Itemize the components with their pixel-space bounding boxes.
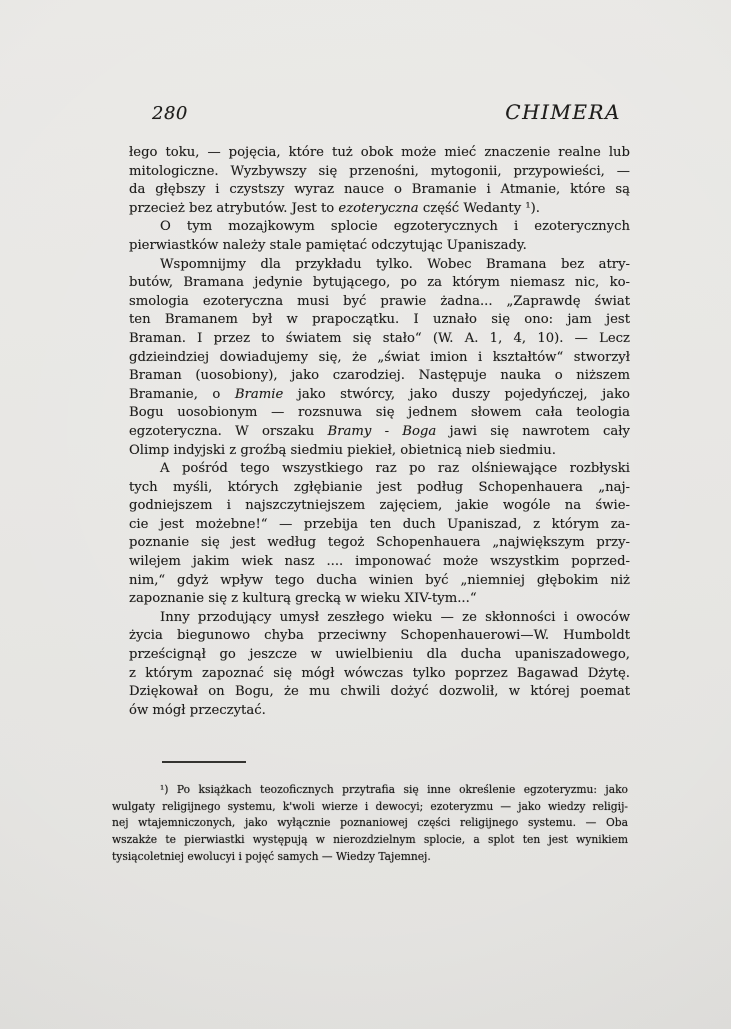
text-line: godniejszem i najszczytniejszem zajęciem, jakie wogóle na świe- (129, 498, 630, 514)
text-line: butów, Bramana jedynie bytującego, po za którym niemasz nic, ko- (129, 275, 630, 291)
text-line: tysiącoletniej ewolucyi i pojęć samych — Wiedzy Tajemnej. (112, 849, 431, 863)
text-line: zapoznanie się z kulturą grecką w wieku XIV-tym...“ (129, 591, 477, 607)
text-line: O tym mozajkowym splocie egzoterycznych i ezoterycznych (160, 219, 630, 235)
paragraph (129, 460, 630, 609)
text-line: ów mógł przeczytać. (129, 702, 266, 718)
footnote (112, 782, 628, 865)
text-line: łego toku, — pojęcia, które tuż obok może mieć znaczenie realne lub (129, 145, 630, 160)
text-line: życia biegunowo chyba przeciwny Schopenhauerowi—W. Humboldt (129, 628, 630, 644)
text-line: gdzieindziej dowiadujemy się, że „świat imion i kształtów“ stworzył (129, 349, 630, 365)
text-line: Braman (uosobiony), jako czarodziej. Następuje nauka o niższem (129, 368, 630, 384)
text-line: egzoteryczna. W orszaku Bramy - Boga jawi się nawrotem cały (129, 423, 630, 439)
text-line: smologia ezoteryczna musi być prawie żadna... „Zaprawdę świat (129, 293, 630, 309)
text-line: wilejem jakim wiek nasz .... imponować może wszystkim poprzed- (129, 554, 630, 570)
text-line: Bogu uosobionym — rozsnuwa się jednem słowem cała teologia (129, 405, 630, 421)
paragraph (129, 218, 630, 255)
text-line: Bramanie, o Bramie jako stwórcy, jako duszy pojedyńczej, jako (129, 386, 630, 402)
page-number: 280 (152, 103, 188, 124)
text-line: Olimp indyjski z groźbą siedmiu piekieł, obietnicą nieb siedmiu. (129, 442, 556, 458)
text-line: nim,“ gdyż wpływ tego ducha winien być „niemniej głębokim niż (129, 572, 630, 588)
text-line: ten Bramanem był w prapoczątku. I uznało się ono: jam jest (129, 312, 630, 328)
text-line: Inny przodujący umysł zeszłego wieku — ze skłonności i owoców (160, 609, 630, 625)
text-line: nej wtajemniczonych, jako wyłącznie poznaniowej części religijnego systemu. — Oba (112, 816, 628, 830)
text-line: z którym zapoznać się mógł wówczas tylko poprzez Bagawad Dżytę. (129, 665, 630, 681)
paragraph (129, 144, 630, 218)
text-line: pierwiastków należy stale pamiętać odczytując Upaniszady. (129, 237, 527, 253)
text-line: tych myśli, których zgłębianie jest podług Schopenhauera „naj- (129, 479, 630, 495)
text-line: przecież bez atrybutów. Jest to ezoteryczna część Wedanty ¹). (129, 200, 540, 216)
paragraph (129, 256, 630, 461)
text-line: wulgaty religijnego systemu, k'woli wierze i dewocyi; ezoteryzmu — jako wiedzy religij- (112, 799, 628, 813)
text-line: poznanie się jest według tegoż Schopenhauera „największym przy- (129, 535, 630, 551)
text-line: cie jest możebne!“ — przebija ten duch Upaniszad, z którym za- (129, 516, 630, 532)
text-line: mitologiczne. Wyzbywszy się przenośni, mytogonii, przypowieści, — (129, 163, 630, 179)
body-text (129, 144, 630, 720)
text-line: ¹) Po książkach teozoficznych przytrafia się inne określenie egzoteryzmu: jako (160, 783, 628, 796)
text-line: Dziękował on Bogu, że mu chwili dożyć dozwolił, w której poemat (129, 684, 630, 700)
text-line: da głębszy i czystszy wyraz nauce o Bramanie i Atmanie, które są (129, 182, 630, 198)
text-line: wszakże te pierwiastki występują w nierozdzielnym splocie, a splot ten jest wynikiem (112, 833, 628, 847)
text-line: prześcignął go jeszcze w uwielbieniu dla ducha upaniszadowego, (129, 647, 630, 663)
journal-title: CHIMERA (505, 100, 621, 124)
text-line: A pośród tego wszystkiego raz po raz olśniewające rozbłyski (160, 461, 630, 477)
text-line: Braman. I przez to światem się stało“ (W. A. 1, 4, 10). — Lecz (129, 330, 630, 346)
paragraph (129, 609, 630, 721)
text-line: Wspomnijmy dla przykładu tylko. Wobec Bramana bez atry- (160, 256, 630, 272)
page-header (152, 100, 621, 124)
footnote-rule (162, 761, 246, 763)
